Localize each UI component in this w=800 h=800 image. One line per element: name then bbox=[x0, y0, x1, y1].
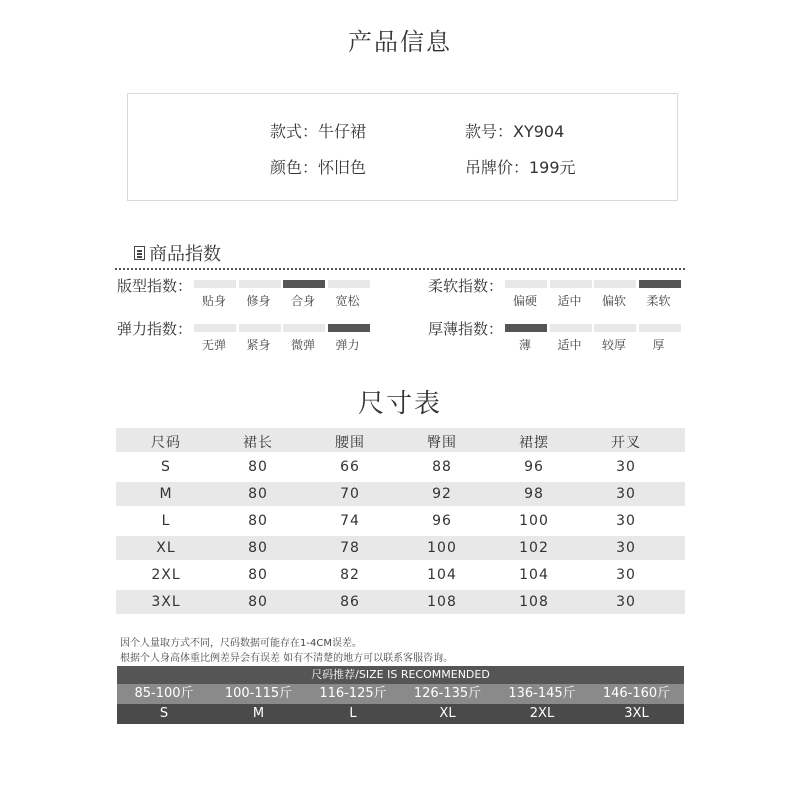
elasticity-option-1 bbox=[239, 324, 281, 353]
thickness-option-3 bbox=[639, 324, 681, 353]
price-field: 吊牌价：199元 bbox=[465, 158, 576, 177]
table-cell: 30 bbox=[616, 486, 636, 502]
table-cell: 66 bbox=[340, 459, 360, 475]
table-cell: 80 bbox=[248, 513, 268, 529]
table-cell: 78 bbox=[340, 540, 360, 556]
table-row bbox=[116, 455, 685, 479]
table-cell: 74 bbox=[340, 513, 360, 529]
fit-option-2 bbox=[283, 280, 325, 309]
table-cell: 108 bbox=[519, 594, 549, 610]
product-index-heading bbox=[134, 240, 221, 266]
elasticity-bar-0 bbox=[194, 324, 236, 332]
softness-option-2 bbox=[594, 280, 636, 309]
fit-option-label-1: 修身 bbox=[246, 294, 271, 308]
document-icon bbox=[134, 246, 145, 260]
model-field: 款号：XY904 bbox=[465, 122, 565, 141]
recommendation-weights-cell: 116-125斤 bbox=[319, 686, 387, 701]
recommendation-weights-cell: 85-100斤 bbox=[134, 686, 194, 701]
fit-option-3 bbox=[328, 280, 370, 309]
elasticity-option-0 bbox=[194, 324, 236, 353]
recommendation-size-row bbox=[117, 704, 684, 724]
fit-bar-0 bbox=[194, 280, 236, 288]
note-line-1: 因个人量取方式不同，尺码数据可能存在1-4CM误差。 bbox=[120, 638, 362, 649]
note-line-2: 根据个人身高体重比例差异会有误差 如有不清楚的地方可以联系客服咨询。 bbox=[120, 653, 454, 664]
table-cell: 腰围 bbox=[335, 435, 365, 451]
elasticity-option-label-2: 微弹 bbox=[290, 338, 315, 352]
table-cell: 104 bbox=[427, 567, 457, 583]
table-cell: 30 bbox=[616, 594, 636, 610]
thickness-bar-2 bbox=[594, 324, 636, 332]
recommendation-sizes-cell: 3XL bbox=[624, 706, 649, 721]
softness-option-0 bbox=[505, 280, 547, 309]
table-cell: 80 bbox=[248, 459, 268, 475]
elasticity-bar-1 bbox=[239, 324, 281, 332]
thickness-bar-3 bbox=[639, 324, 681, 332]
table-cell: 108 bbox=[427, 594, 457, 610]
thickness-option-2 bbox=[594, 324, 636, 353]
recommendation-sizes-cell: M bbox=[252, 706, 265, 721]
table-cell: 80 bbox=[248, 540, 268, 556]
table-cell: 100 bbox=[427, 540, 457, 556]
recommendation-sizes-cell: 2XL bbox=[529, 706, 555, 721]
table-cell: 80 bbox=[248, 486, 268, 502]
thickness-option-label-2: 较厚 bbox=[601, 338, 626, 352]
thickness-index-label: 厚薄指数： bbox=[428, 320, 504, 338]
elasticity-option-label-0: 无弹 bbox=[201, 338, 226, 352]
elasticity-option-2 bbox=[283, 324, 325, 353]
recommendation-sizes-cell: L bbox=[349, 706, 357, 721]
table-cell: 100 bbox=[519, 513, 549, 529]
table-cell: 3XL bbox=[151, 594, 181, 610]
table-row bbox=[116, 563, 685, 587]
size-recommendation-header: 尺码推荐/SIZE IS RECOMMENDED bbox=[117, 666, 684, 684]
table-cell: 102 bbox=[519, 540, 549, 556]
table-row bbox=[116, 590, 685, 614]
color-field: 颜色：怀旧色 bbox=[270, 158, 367, 177]
softness-option-3 bbox=[639, 280, 681, 309]
table-cell: 98 bbox=[524, 486, 544, 502]
table-cell: 开叉 bbox=[611, 435, 641, 451]
elasticity-option-label-1: 紧身 bbox=[246, 338, 271, 352]
table-cell: 裙长 bbox=[243, 435, 273, 451]
recommendation-weights-cell: 146-160斤 bbox=[602, 686, 671, 701]
table-cell: 96 bbox=[524, 459, 544, 475]
recommendation-weights-cell: 100-115斤 bbox=[224, 686, 293, 701]
style-field: 款式：牛仔裙 bbox=[270, 122, 367, 141]
table-cell: 裙摆 bbox=[519, 435, 549, 451]
table-cell: 70 bbox=[340, 486, 360, 502]
elasticity-bar-3 bbox=[328, 324, 370, 332]
table-cell: 92 bbox=[432, 486, 452, 502]
table-cell: 30 bbox=[616, 459, 636, 475]
softness-bar-2 bbox=[594, 280, 636, 288]
softness-bar-0 bbox=[505, 280, 547, 288]
fit-bar-2 bbox=[283, 280, 325, 288]
table-cell: 30 bbox=[616, 540, 636, 556]
table-row bbox=[116, 509, 685, 533]
size-table-title: 尺寸表 bbox=[357, 389, 442, 419]
table-cell: 臀围 bbox=[427, 435, 457, 451]
product-info-title: 产品信息 bbox=[348, 28, 452, 56]
softness-option-label-3: 柔软 bbox=[646, 294, 671, 308]
thickness-option-1 bbox=[550, 324, 592, 353]
recommendation-sizes-cell: XL bbox=[439, 706, 456, 721]
thickness-option-label-1: 适中 bbox=[557, 338, 582, 352]
table-cell: 2XL bbox=[151, 567, 181, 583]
fit-option-label-2: 合身 bbox=[290, 294, 315, 308]
softness-option-label-2: 偏软 bbox=[601, 294, 626, 308]
fit-bar-3 bbox=[328, 280, 370, 288]
table-cell: 80 bbox=[248, 594, 268, 610]
softness-bar-3 bbox=[639, 280, 681, 288]
table-cell: 82 bbox=[340, 567, 360, 583]
product-info-box bbox=[127, 93, 678, 201]
table-row bbox=[116, 482, 685, 506]
fit-option-0 bbox=[194, 280, 236, 309]
table-cell: S bbox=[161, 459, 171, 475]
elasticity-index-label: 弹力指数： bbox=[117, 320, 193, 338]
product-index-title: 商品指数 bbox=[149, 244, 221, 265]
thickness-option-label-3: 厚 bbox=[652, 338, 665, 352]
thickness-option-0 bbox=[505, 324, 547, 353]
elasticity-option-label-3: 弹力 bbox=[335, 338, 360, 352]
table-cell: L bbox=[161, 513, 171, 529]
recommendation-sizes-cell: S bbox=[159, 706, 169, 721]
fit-bar-1 bbox=[239, 280, 281, 288]
table-cell: 96 bbox=[432, 513, 452, 529]
table-cell: 86 bbox=[340, 594, 360, 610]
elasticity-option-3 bbox=[328, 324, 370, 353]
table-cell: XL bbox=[156, 540, 176, 556]
thickness-option-label-0: 薄 bbox=[518, 338, 531, 352]
fit-option-label-0: 贴身 bbox=[201, 294, 226, 308]
recommendation-weight-row bbox=[117, 684, 684, 704]
dotted-divider bbox=[115, 268, 685, 270]
softness-option-label-1: 适中 bbox=[557, 294, 582, 308]
elasticity-bar-2 bbox=[283, 324, 325, 332]
table-cell: 80 bbox=[248, 567, 268, 583]
table-cell: 尺码 bbox=[151, 435, 181, 451]
recommendation-weights-cell: 136-145斤 bbox=[508, 686, 576, 701]
softness-index-label: 柔软指数： bbox=[428, 277, 504, 295]
fit-option-1 bbox=[239, 280, 281, 309]
table-cell: 30 bbox=[616, 513, 636, 529]
table-cell: M bbox=[159, 486, 173, 502]
softness-option-1 bbox=[550, 280, 592, 309]
table-cell: 30 bbox=[616, 567, 636, 583]
softness-bar-1 bbox=[550, 280, 592, 288]
softness-option-label-0: 偏硬 bbox=[512, 294, 537, 308]
thickness-bar-0 bbox=[505, 324, 547, 332]
table-cell: 104 bbox=[519, 567, 549, 583]
recommendation-weights-cell: 126-135斤 bbox=[413, 686, 482, 701]
table-row bbox=[116, 536, 685, 560]
table-cell: 88 bbox=[432, 459, 452, 475]
fit-option-label-3: 宽松 bbox=[335, 294, 360, 308]
table-header-row bbox=[116, 428, 685, 452]
thickness-bar-1 bbox=[550, 324, 592, 332]
fit-index-label: 版型指数： bbox=[117, 277, 193, 295]
